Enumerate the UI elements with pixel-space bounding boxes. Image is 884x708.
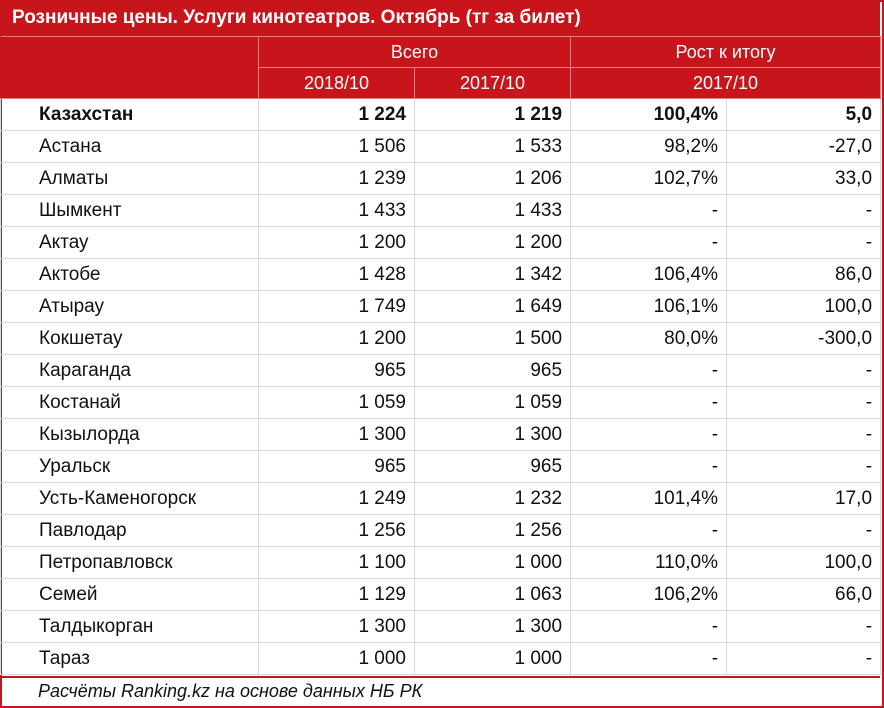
region-name-cell: Атырау: [1, 291, 259, 323]
value-2018-cell: 1 249: [259, 483, 415, 515]
growth-percent-cell: -: [571, 195, 727, 227]
value-2018-cell: 1 256: [259, 515, 415, 547]
region-name-cell: Актобе: [1, 259, 259, 291]
growth-diff-cell: 86,0: [727, 259, 881, 291]
growth-diff-cell: 66,0: [727, 579, 881, 611]
header-group-growth: Рост к итогу: [571, 37, 881, 68]
region-name-cell: Караганда: [1, 355, 259, 387]
value-2018-cell: 1 224: [259, 99, 415, 131]
header-region-blank: [1, 37, 259, 99]
growth-percent-cell: 106,4%: [571, 259, 727, 291]
value-2018-cell: 1 506: [259, 131, 415, 163]
value-2018-cell: 965: [259, 355, 415, 387]
table-row: [1, 419, 881, 451]
growth-percent-cell: 80,0%: [571, 323, 727, 355]
growth-percent-cell: -: [571, 227, 727, 259]
region-name-cell: Семей: [1, 579, 259, 611]
value-2017-cell: 1 000: [415, 547, 571, 579]
value-2017-cell: 1 200: [415, 227, 571, 259]
value-2017-cell: 1 300: [415, 611, 571, 643]
region-name-cell: Кызылорда: [1, 419, 259, 451]
region-name-cell: Петропавловск: [1, 547, 259, 579]
table-row: [1, 227, 881, 259]
table-row: [1, 483, 881, 515]
growth-percent-cell: 106,1%: [571, 291, 727, 323]
table-row: [1, 291, 881, 323]
value-2018-cell: 1 129: [259, 579, 415, 611]
price-table: [0, 36, 881, 675]
region-name-cell: Казахстан: [1, 99, 259, 131]
value-2018-cell: 1 059: [259, 387, 415, 419]
value-2017-cell: 1 232: [415, 483, 571, 515]
growth-diff-cell: -: [727, 611, 881, 643]
value-2017-cell: 1 433: [415, 195, 571, 227]
growth-diff-cell: -: [727, 515, 881, 547]
growth-percent-cell: -: [571, 643, 727, 675]
table-row: [1, 547, 881, 579]
growth-diff-cell: -: [727, 387, 881, 419]
value-2017-cell: 1 256: [415, 515, 571, 547]
value-2018-cell: 1 200: [259, 323, 415, 355]
growth-percent-cell: 101,4%: [571, 483, 727, 515]
growth-diff-cell: -: [727, 355, 881, 387]
value-2017-cell: 1 300: [415, 419, 571, 451]
table-row: [1, 163, 881, 195]
header-group-total: Всего: [259, 37, 571, 68]
value-2017-cell: 1 500: [415, 323, 571, 355]
table-row: [1, 611, 881, 643]
region-name-cell: Тараз: [1, 643, 259, 675]
table-row: [1, 355, 881, 387]
value-2017-cell: 965: [415, 355, 571, 387]
growth-percent-cell: -: [571, 355, 727, 387]
growth-diff-cell: -: [727, 227, 881, 259]
growth-percent-cell: -: [571, 611, 727, 643]
header-col-2017: 2017/10: [415, 68, 571, 99]
table-title: Розничные цены. Услуги кинотеатров. Октябрь (тг за билет): [0, 0, 880, 36]
growth-percent-cell: -: [571, 451, 727, 483]
value-2017-cell: 1 059: [415, 387, 571, 419]
value-2018-cell: 1 300: [259, 611, 415, 643]
region-name-cell: Талдыкорган: [1, 611, 259, 643]
growth-diff-cell: 33,0: [727, 163, 881, 195]
value-2018-cell: 1 433: [259, 195, 415, 227]
growth-percent-cell: -: [571, 419, 727, 451]
growth-diff-cell: 5,0: [727, 99, 881, 131]
value-2018-cell: 1 749: [259, 291, 415, 323]
growth-diff-cell: -27,0: [727, 131, 881, 163]
table-row: [1, 643, 881, 675]
table-row: [1, 323, 881, 355]
value-2017-cell: 1 342: [415, 259, 571, 291]
growth-percent-cell: 106,2%: [571, 579, 727, 611]
table-row: [1, 579, 881, 611]
table-row: [1, 515, 881, 547]
region-name-cell: Уральск: [1, 451, 259, 483]
growth-diff-cell: -: [727, 643, 881, 675]
value-2018-cell: 1 300: [259, 419, 415, 451]
region-name-cell: Астана: [1, 131, 259, 163]
growth-percent-cell: -: [571, 387, 727, 419]
growth-diff-cell: 17,0: [727, 483, 881, 515]
table-row: [1, 195, 881, 227]
value-2017-cell: 1 063: [415, 579, 571, 611]
value-2017-cell: 1 649: [415, 291, 571, 323]
region-name-cell: Шымкент: [1, 195, 259, 227]
growth-diff-cell: 100,0: [727, 291, 881, 323]
growth-percent-cell: 110,0%: [571, 547, 727, 579]
region-name-cell: Алматы: [1, 163, 259, 195]
region-name-cell: Усть-Каменогорск: [1, 483, 259, 515]
value-2017-cell: 1 533: [415, 131, 571, 163]
value-2017-cell: 1 206: [415, 163, 571, 195]
growth-diff-cell: -300,0: [727, 323, 881, 355]
table-row: [1, 451, 881, 483]
table-row: [1, 131, 881, 163]
value-2018-cell: 1 000: [259, 643, 415, 675]
value-2018-cell: 1 100: [259, 547, 415, 579]
value-2018-cell: 1 428: [259, 259, 415, 291]
growth-percent-cell: -: [571, 515, 727, 547]
growth-diff-cell: 100,0: [727, 547, 881, 579]
growth-percent-cell: 98,2%: [571, 131, 727, 163]
table-row: [1, 387, 881, 419]
value-2018-cell: 1 239: [259, 163, 415, 195]
region-name-cell: Актау: [1, 227, 259, 259]
region-name-cell: Павлодар: [1, 515, 259, 547]
value-2018-cell: 965: [259, 451, 415, 483]
growth-diff-cell: -: [727, 451, 881, 483]
value-2018-cell: 1 200: [259, 227, 415, 259]
table-row: [1, 99, 881, 131]
growth-percent-cell: 100,4%: [571, 99, 727, 131]
growth-percent-cell: 102,7%: [571, 163, 727, 195]
table-row: [1, 259, 881, 291]
region-name-cell: Костанай: [1, 387, 259, 419]
header-col-growth-period: 2017/10: [571, 68, 881, 99]
header-col-2018: 2018/10: [259, 68, 415, 99]
region-name-cell: Кокшетау: [1, 323, 259, 355]
value-2017-cell: 1 219: [415, 99, 571, 131]
growth-diff-cell: -: [727, 195, 881, 227]
growth-diff-cell: -: [727, 419, 881, 451]
value-2017-cell: 965: [415, 451, 571, 483]
source-note: Расчёты Ranking.kz на основе данных НБ РК: [0, 676, 880, 704]
value-2017-cell: 1 000: [415, 643, 571, 675]
